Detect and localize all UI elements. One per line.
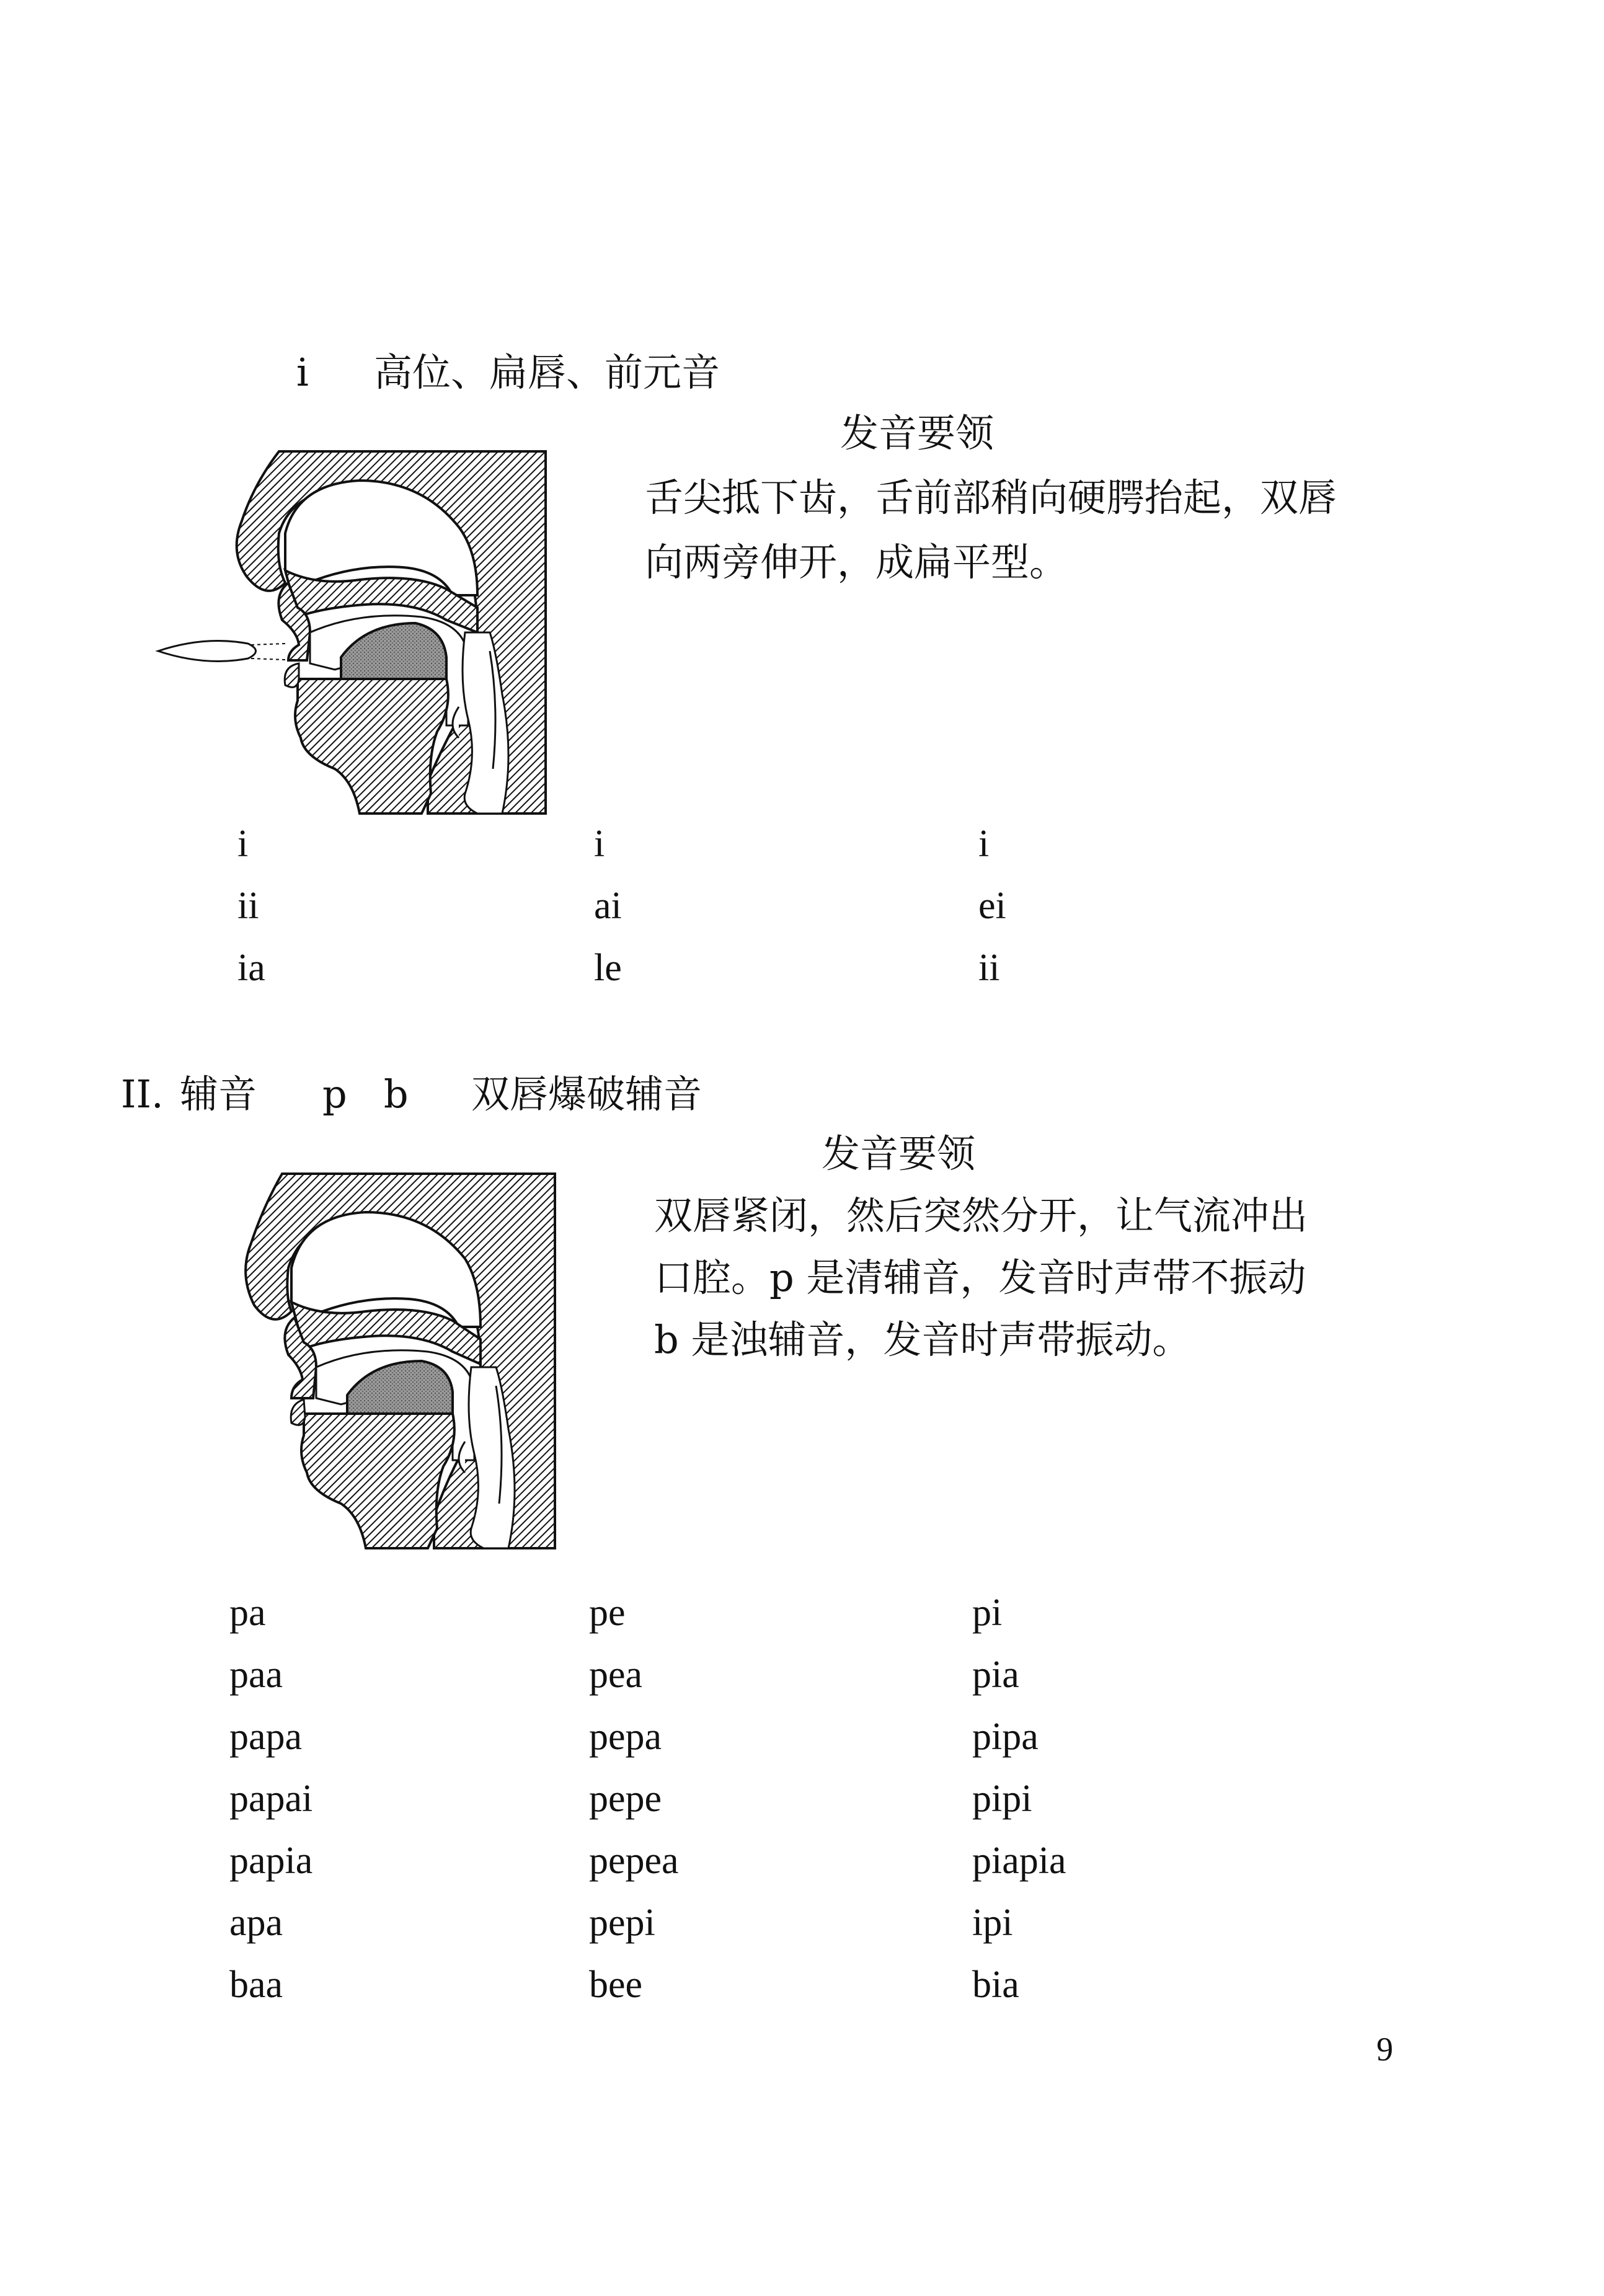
vowel-word: i — [594, 823, 605, 865]
consonant-word: paa — [229, 1654, 283, 1696]
tips-line-2-2: 口腔。p 是清辅音，发音时声带不振动 — [654, 1255, 1306, 1300]
vowel-title: 高位、扁唇、前元音 — [374, 350, 720, 395]
consonant-word: pi — [972, 1592, 1003, 1634]
consonant-word: pepi — [589, 1902, 655, 1944]
page-number: 9 — [1376, 2031, 1393, 2068]
tips-line-2-1: 双唇紧闭，然后突然分开，让气流冲出 — [654, 1193, 1308, 1238]
consonant-label: 辅音 — [180, 1071, 257, 1117]
consonant-word: pepa — [589, 1716, 662, 1758]
vowel-word: ii — [978, 947, 1000, 989]
section-numeral: II. — [121, 1071, 164, 1117]
vowel-word: i — [978, 823, 990, 865]
vowel-word: i — [237, 823, 249, 865]
tips-line-1-1: 舌尖抵下齿，舌前部稍向硬腭抬起，双唇 — [645, 475, 1337, 520]
consonant-word: pe — [589, 1592, 626, 1634]
consonant-word: piapia — [972, 1840, 1066, 1882]
vowel-word: le — [594, 947, 622, 989]
consonant-word: pepea — [589, 1840, 679, 1882]
consonant-word: papai — [229, 1778, 313, 1820]
consonant-word: pipa — [972, 1716, 1039, 1758]
consonant-word: pipi — [972, 1778, 1032, 1820]
consonant-word: pea — [589, 1654, 643, 1696]
consonant-word: baa — [229, 1964, 283, 2006]
tips-line-2-3: b 是浊辅音，发音时声带振动。 — [654, 1317, 1191, 1362]
consonant-word: ipi — [972, 1902, 1013, 1944]
consonant-letters: p b — [322, 1071, 409, 1117]
vowel-word: ei — [978, 885, 1006, 927]
consonant-word: bee — [589, 1964, 643, 2006]
consonant-word: bia — [972, 1964, 1019, 2006]
tips-heading-1: 发音要领 — [840, 410, 995, 456]
consonant-word: pepe — [589, 1778, 662, 1820]
vowel-word: ii — [237, 885, 259, 927]
mouth-diagram-vowel-i — [155, 446, 558, 818]
consonant-word: papia — [229, 1840, 313, 1882]
consonant-word: apa — [229, 1902, 283, 1944]
tips-heading-2: 发音要领 — [822, 1131, 976, 1176]
consonant-word: pa — [229, 1592, 266, 1634]
consonant-word: papa — [229, 1716, 303, 1758]
consonant-word: pia — [972, 1654, 1019, 1696]
consonant-title: 双唇爆破辅音 — [471, 1071, 702, 1117]
mouth-diagram-consonant-pb — [229, 1169, 564, 1553]
tips-line-1-2: 向两旁伸开，成扁平型。 — [645, 539, 1068, 585]
vowel-word: ai — [594, 885, 622, 927]
vowel-word: ia — [237, 947, 265, 989]
vowel-letter: i — [296, 350, 309, 395]
